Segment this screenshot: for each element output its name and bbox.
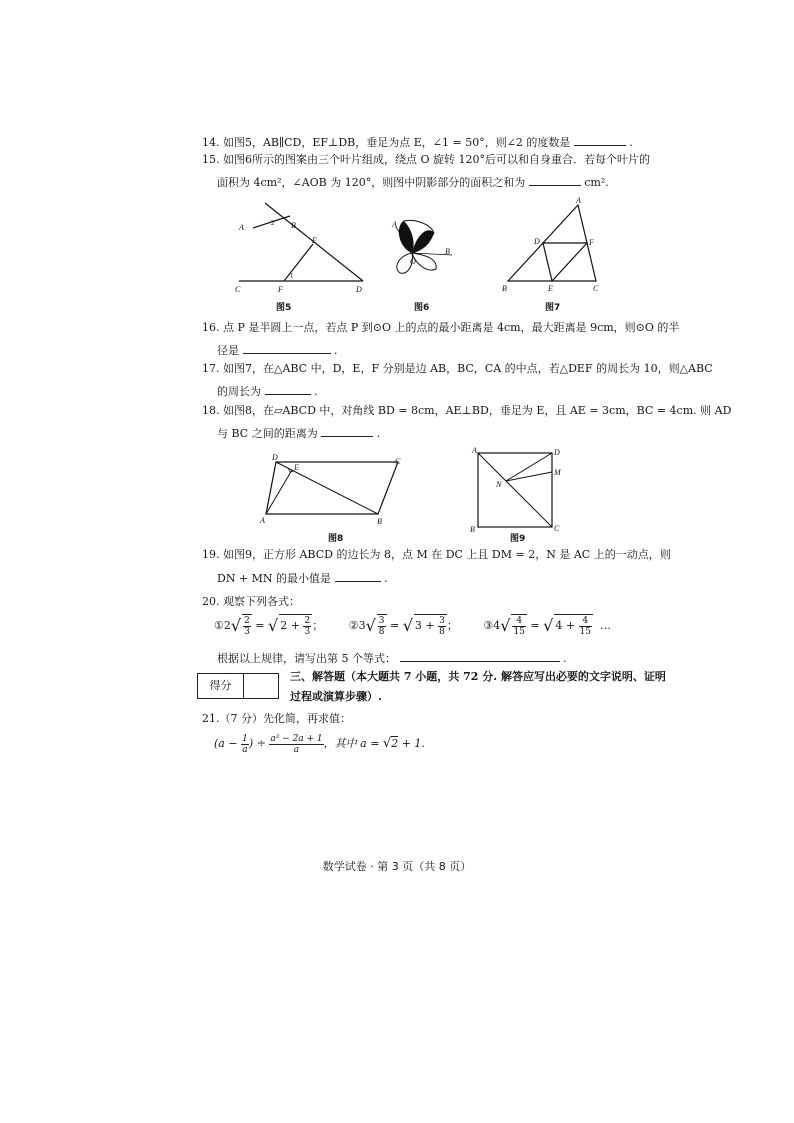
label-c: C xyxy=(235,285,241,294)
figure-9-caption: 图9 xyxy=(510,534,526,544)
question-18-line1: 18. 如图8，在▱ABCD 中，对角线 BD = 8cm，AE⊥BD，垂足为 E，且 AE = 3cm，BC = 4cm. 则 AD xyxy=(202,404,732,417)
label-e: E xyxy=(312,236,317,245)
triangle-def xyxy=(543,243,587,281)
label-angle-2: 2 xyxy=(271,219,275,227)
question-21-title: 21.（7 分）先化简，再求值： xyxy=(202,712,351,725)
answer-blank[interactable] xyxy=(574,134,626,146)
question-21-expression: (a − $\frac{1}{a}$ ) ÷ $\frac{\text{a² − 2a + 1}}{a}$ ，其中 a = √2 + 1. xyxy=(214,733,425,755)
label-o: O xyxy=(410,257,416,266)
question-19-line1: 19. 如图9，正方形 ABCD 的边长为 8，点 M 在 DC 上且 DM = 2，N 是 AC 上的一动点，则 xyxy=(202,548,671,561)
figure-8 xyxy=(258,450,408,530)
question-15-line1: 15. 如图6所示的图案由三个叶片组成，绕点 O 旋转 120°后可以和自身重合．若每个叶片的 xyxy=(202,153,650,166)
label-n: N xyxy=(496,480,502,489)
answer-blank[interactable] xyxy=(265,383,311,395)
score-box xyxy=(197,673,279,699)
figure-8-caption: 图8 xyxy=(328,534,344,544)
figure-9 xyxy=(468,445,568,535)
label-a: A xyxy=(239,223,244,232)
diagonal-bd xyxy=(276,462,378,514)
label-m: M xyxy=(554,468,561,477)
question-16-line1: 16. 点 P 是半圆上一点，若点 P 到⊙O 上的点的最小距离是 4cm，最大距离是 9cm，则⊙O 的半 xyxy=(202,321,680,334)
label-b: B xyxy=(502,284,507,293)
label-b: B xyxy=(445,247,450,256)
score-label: 得分 xyxy=(198,674,244,698)
question-18-line2: 与 BC 之间的距离为 . xyxy=(217,427,381,440)
formula-3: ③4√ $\frac{4}{15}$ = √ 4 + $\frac{4}{15}$ … xyxy=(483,615,611,637)
question-20-title: 20. 观察下列各式： xyxy=(202,595,300,608)
diagonal-ac xyxy=(478,453,552,527)
figure-5-caption: 图5 xyxy=(276,303,292,313)
section-3-heading-line1: 三、解答题（本大题共 7 小题，共 72 分. 解答应写出必要的文字说明、证明 xyxy=(290,670,666,683)
question-19-line2: DN + MN 的最小值是 . xyxy=(217,572,388,585)
figure-6-caption: 图6 xyxy=(414,303,430,313)
figure-7-caption: 图7 xyxy=(545,303,561,313)
label-a: A xyxy=(260,516,265,525)
label-d: D xyxy=(272,453,278,462)
question-14: 14. 如图5，AB∥CD，EF⊥DB，垂足为点 E，∠1 = 50°，则∠2 的度数是 . xyxy=(202,136,633,149)
answer-blank[interactable] xyxy=(321,425,373,437)
answer-blank[interactable] xyxy=(529,174,581,186)
figure-6 xyxy=(390,215,460,285)
label-angle-1: 1 xyxy=(290,272,294,280)
question-20-formulas xyxy=(214,614,611,637)
label-e: E xyxy=(294,463,299,472)
question-16-line2: 径是 . xyxy=(217,344,338,357)
question-15-line2: 面积为 4cm²，∠AOB 为 120°，则图中阴影部分的面积之和为 cm². xyxy=(217,176,609,189)
section-3-heading-line2: 过程或演算步骤）. xyxy=(290,690,382,703)
figure-7 xyxy=(500,197,610,293)
label-a: A xyxy=(472,446,477,455)
leaf-shaded-2 xyxy=(412,230,434,253)
label-b: B xyxy=(291,221,296,230)
label-f: F xyxy=(278,285,283,294)
label-b: B xyxy=(377,517,382,526)
label-a: A xyxy=(392,220,397,229)
figure-5 xyxy=(235,195,375,295)
label-d: D xyxy=(554,448,560,457)
line-fe xyxy=(284,244,313,281)
question-17-line1: 17. 如图7，在△ABC 中，D，E，F 分别是边 AB，BC，CA 的中点，若△DEF 的周长为 10，则△ABC xyxy=(202,362,713,375)
label-b: B xyxy=(470,525,475,534)
parallelogram-abcd xyxy=(266,462,398,514)
label-d: D xyxy=(534,237,540,246)
question-17-line2: 的周长为 . xyxy=(217,385,318,398)
label-f: F xyxy=(589,238,594,247)
formula-1: ①2√ $\frac{2}{3}$ = √ 2 + $\frac{2}{3}$ ； xyxy=(214,615,324,637)
label-e: E xyxy=(548,284,553,293)
answer-blank[interactable] xyxy=(335,570,381,582)
label-d: D xyxy=(356,285,362,294)
answer-blank[interactable] xyxy=(400,650,560,662)
label-c: C xyxy=(593,284,599,293)
formula-2: ②3√ $\frac{3}{8}$ = √ 3 + $\frac{3}{8}$ ； xyxy=(348,615,458,637)
label-a: A xyxy=(576,196,581,205)
label-c: C xyxy=(554,524,560,533)
answer-blank[interactable] xyxy=(243,342,331,354)
question-20-rule: 根据以上规律，请写出第 5 个等式： . xyxy=(217,652,567,665)
label-c: C xyxy=(395,457,401,466)
page-footer: 数学试卷 · 第 3 页（共 8 页） xyxy=(322,860,472,873)
